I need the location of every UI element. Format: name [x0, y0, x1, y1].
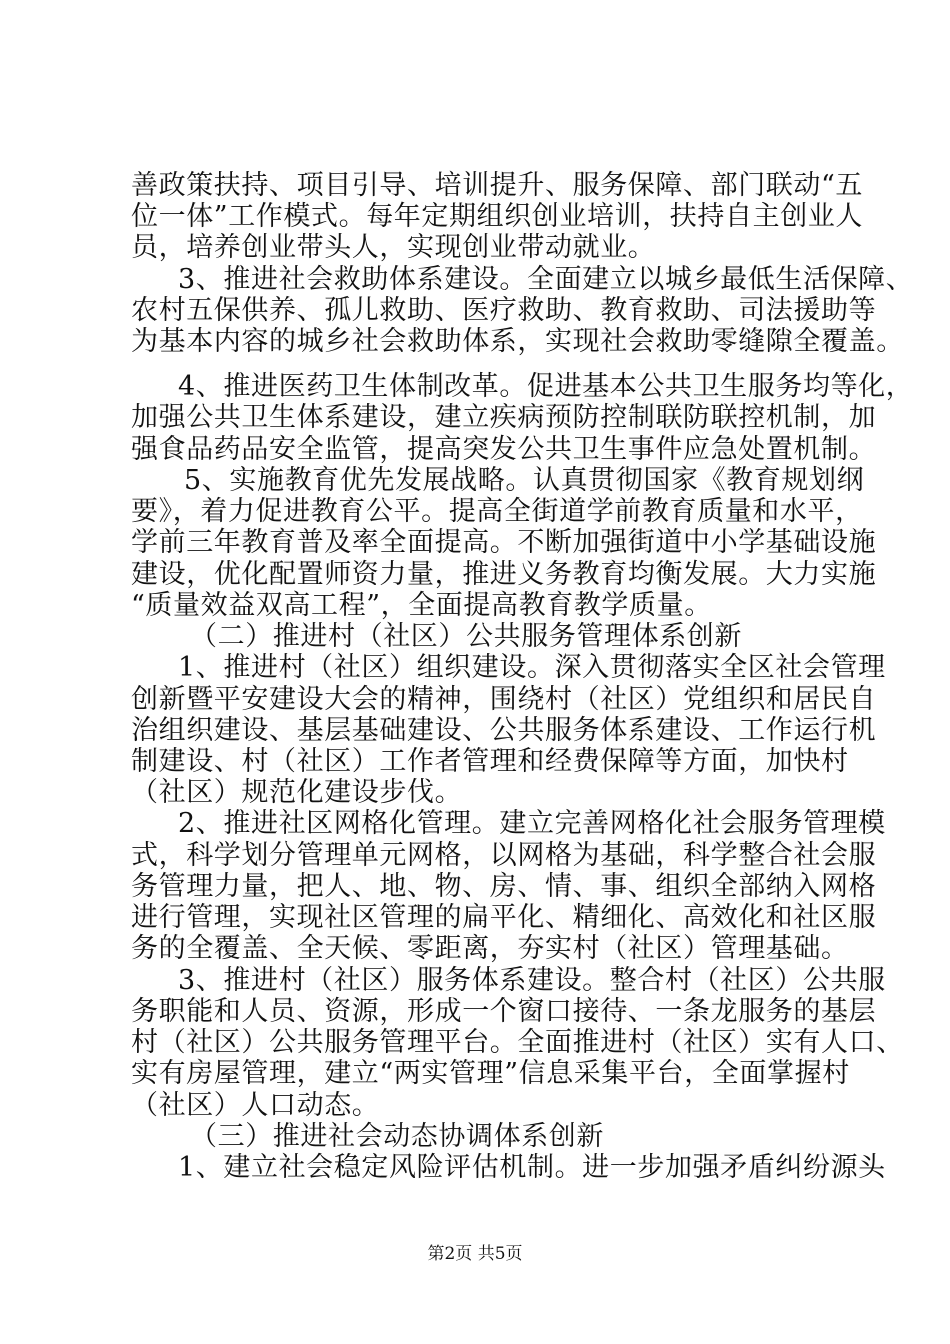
text-line: 为基本内容的城乡社会救助体系，实现社会救助零缝隙全覆盖。 [131, 326, 904, 357]
text-line: （社区）规范化建设步伐。 [131, 777, 463, 808]
text-line: 位一体”工作模式。每年定期组织创业培训，扶持自主创业人 [131, 201, 864, 232]
text-line: “质量效益双高工程”，全面提高教育教学质量。 [131, 590, 712, 621]
text-line: （三）推进社会动态协调体系创新 [190, 1121, 604, 1152]
text-line: 4、推进医药卫生体制改革。促进基本公共卫生服务均等化， [178, 371, 914, 402]
text-line: 务职能和人员、资源，形成一个窗口接待、一条龙服务的基层 [131, 996, 877, 1027]
text-line: 强食品药品安全监管，提高突发公共卫生事件应急处置机制。 [131, 434, 877, 465]
text-line: 1、建立社会稳定风险评估机制。进一步加强矛盾纠纷源头 [178, 1152, 886, 1183]
text-line: 2、推进社区网格化管理。建立完善网格化社会服务管理模 [178, 808, 886, 839]
text-line: 员，培养创业带头人，实现创业带动就业。 [131, 232, 656, 263]
text-line: 5、实施教育优先发展战略。认真贯彻国家《教育规划纲 [184, 465, 865, 496]
text-line: 农村五保供养、孤儿救助、医疗救助、教育救助、司法援助等 [131, 295, 877, 326]
text-line: 创新暨平安建设大会的精神，围绕村（社区）党组织和居民自 [131, 684, 877, 715]
text-line: 3、推进社会救助体系建设。全面建立以城乡最低生活保障、 [178, 264, 914, 295]
text-line: 制建设、村（社区）工作者管理和经费保障等方面，加快村 [131, 746, 849, 777]
text-line: 务的全覆盖、全天候、零距离，夯实村（社区）管理基础。 [131, 933, 849, 964]
text-line: 善政策扶持、项目引导、培训提升、服务保障、部门联动“五 [131, 170, 864, 201]
text-line: 村（社区）公共服务管理平台。全面推进村（社区）实有人口、 [131, 1027, 904, 1058]
text-line: 加强公共卫生体系建设，建立疾病预防控制联防联控机制，加 [131, 402, 877, 433]
text-line: 进行管理，实现社区管理的扁平化、精细化、高效化和社区服 [131, 902, 877, 933]
text-line: 1、推进村（社区）组织建设。深入贯彻落实全区社会管理 [178, 652, 886, 683]
text-line: 式，科学划分管理单元网格，以网格为基础，科学整合社会服 [131, 840, 877, 871]
text-line: 务管理力量，把人、地、物、房、情、事、组织全部纳入网格 [131, 871, 877, 902]
text-line: 3、推进村（社区）服务体系建设。整合村（社区）公共服 [178, 965, 886, 996]
text-line: 学前三年教育普及率全面提高。不断加强街道中小学基础设施 [131, 527, 877, 558]
text-line: （社区）人口动态。 [131, 1090, 380, 1121]
text-line: 建设，优化配置师资力量，推进义务教育均衡发展。大力实施 [131, 559, 877, 590]
text-line: 实有房屋管理，建立“两实管理”信息采集平台，全面掌握村 [131, 1058, 850, 1089]
page-footer: 第2页 共5页 [427, 1244, 523, 1264]
text-line: 治组织建设、基层基础建设、公共服务体系建设、工作运行机 [131, 715, 877, 746]
text-line: （二）推进村（社区）公共服务管理体系创新 [190, 621, 742, 652]
text-line: 要》，着力促进教育公平。提高全街道学前教育质量和水平， [131, 496, 863, 527]
